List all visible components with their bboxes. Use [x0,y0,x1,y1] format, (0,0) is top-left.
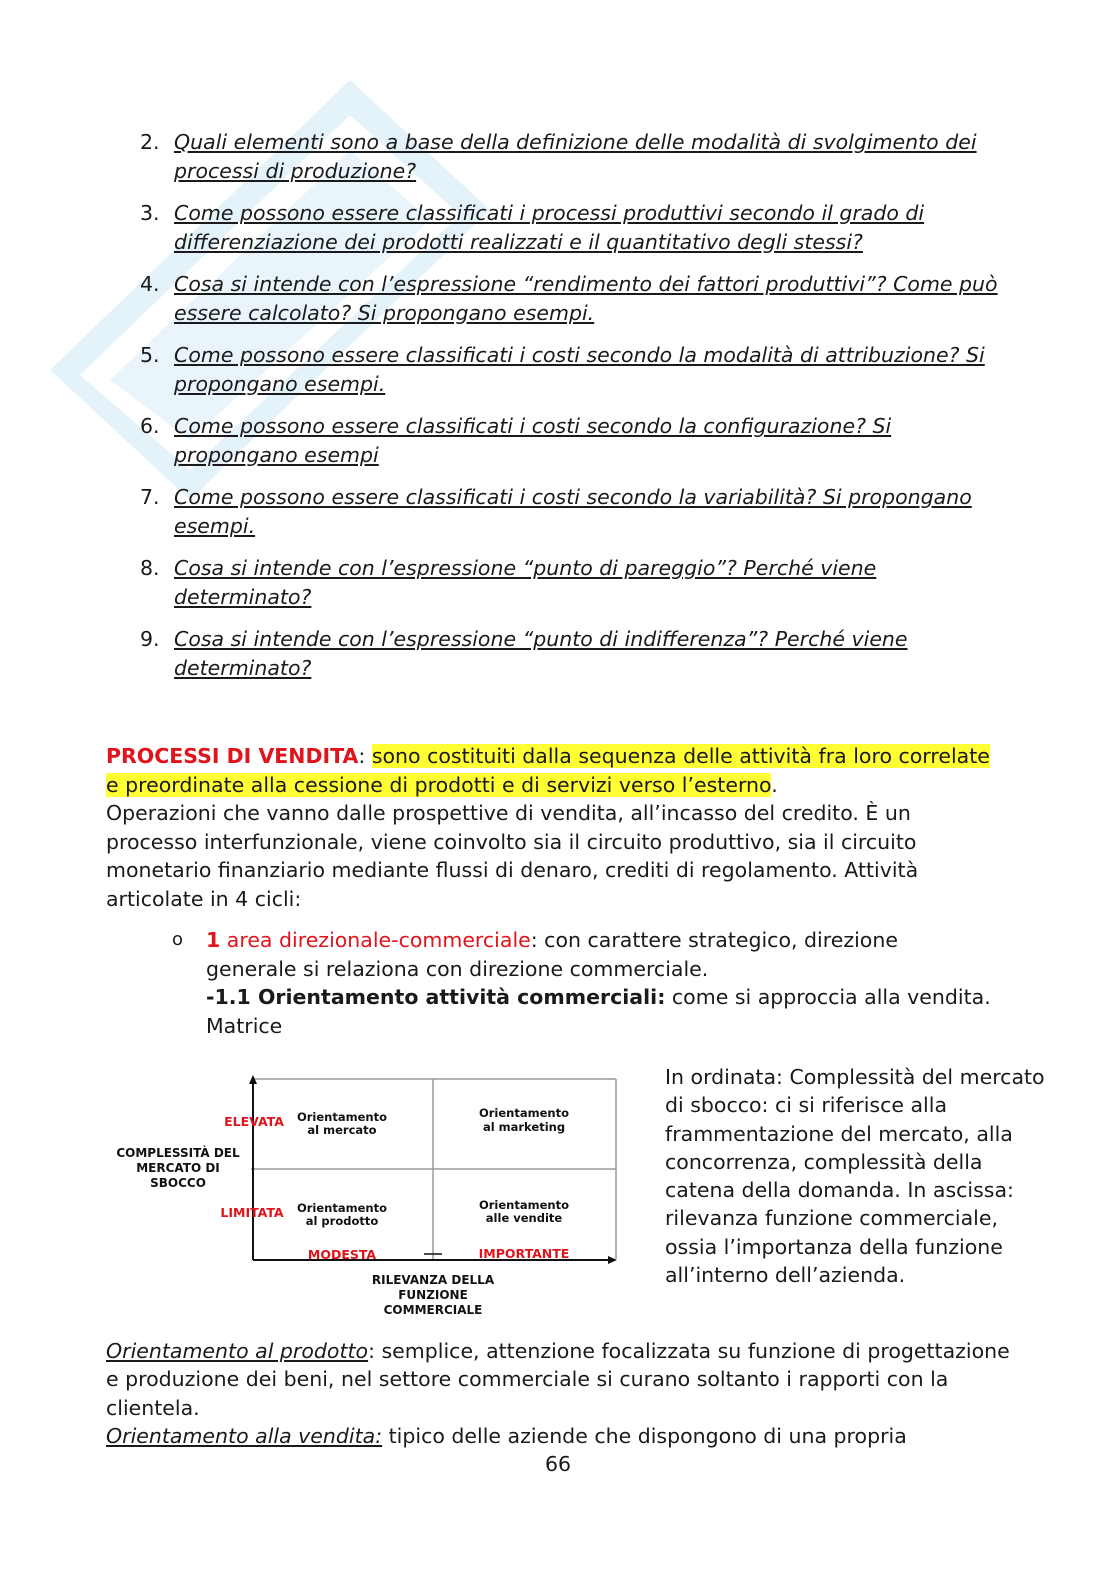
question-number: 2. [140,130,160,154]
question-number: 5. [140,343,160,367]
question-item [140,270,1020,327]
cell-bottom-left: al prodotto [305,1214,379,1228]
question-number: 7. [140,485,160,509]
highlighted-definition: sono costituiti dalla sequenza delle attività fra loro correlate e preordinate alla cessione di prodotti e di servizi verso l’esterno [106,744,990,797]
bullet-number: 1 [206,928,221,952]
question-item [140,483,1020,540]
question-text: Cosa si intende con l’espressione “punto di pareggio”? Perché viene determinato? [174,556,877,609]
cell-top-left: Orientamento [296,1110,388,1124]
question-text: Cosa si intende con l’espressione “punto di indifferenza”? Perché viene determinato? [174,627,908,680]
subsection-title: -1.1 Orientamento attività commerciali: [206,985,666,1009]
bullet-description: : con carattere strategico, direzione generale si relaziona con direzione commerciale. [206,928,898,981]
question-number: 3. [140,201,160,225]
y-axis-label-line: COMPLESSITÀ DEL [116,1146,240,1160]
x-axis-label-line: RILEVANZA DELLA [371,1273,495,1287]
x-axis-label-line: FUNZIONE [398,1288,468,1302]
orientation-matrix-figure [106,1066,626,1321]
y-low-label: LIMITATA [220,1205,284,1220]
section-title: PROCESSI DI VENDITA [106,744,359,768]
question-item [140,625,1020,682]
definition-sales-orientation [106,1422,1016,1450]
cell-top-right: al marketing [482,1120,566,1134]
question-text: Come possono essere classificati i processi produttivi secondo il grado di differenziazione dei prodotti realizzati e il quantitativo degli stessi? [174,201,925,254]
question-text: Come possono essere classificati i costi secondo la modalità di attribuzione? Si propongano esempi. [174,343,985,396]
text-sales-orientation: tipico delle aziende che dispongono di una propria [382,1423,907,1448]
bullet-marker: o [172,929,184,950]
cell-bottom-left: Orientamento [296,1201,388,1215]
bullet-text [206,926,992,1040]
x-axis-label-line: COMMERCIALE [383,1303,483,1317]
bullet-item-area-1 [172,926,992,1040]
question-item [140,128,1020,185]
cell-top-right: Orientamento [478,1106,570,1120]
x-low-label: MODESTA [307,1247,377,1262]
term-product-orientation: Orientamento al prodotto [106,1339,369,1363]
definition-period: . [771,772,778,797]
y-axis-label-line: SBOCCO [150,1176,206,1190]
question-number: 4. [140,272,160,296]
section-definition [106,742,1006,799]
text-product-orientation: : semplice, attenzione focalizzata su funzione di progettazione e produzione dei beni, nel settore commerciale si curano soltanto i rapporti con la clientela. [106,1339,1010,1420]
term-sales-orientation: Orientamento alla vendita: [106,1423,383,1448]
question-item [140,554,1020,611]
page-number: 66 [544,1452,572,1476]
cell-bottom-right: Orientamento [478,1198,570,1212]
question-text: Quali elementi sono a base della definizione delle modalità di svolgimento dei processi di produzione? [174,130,977,183]
cell-bottom-right: alle vendite [485,1211,563,1225]
title-colon: : [358,744,372,768]
subsection-text: come si approccia alla vendita. Matrice [206,985,991,1038]
definition-product-orientation [106,1337,1016,1422]
question-number: 8. [140,556,160,580]
section-body: Operazioni che vanno dalle prospettive di vendita, all’incasso del credito. È un processo interfunzionale, viene coinvolto sia il circuito produttivo, sia il circuito monetario finanziario mediante flussi di denaro, crediti di regolamento. Attività articolate in 4 cicli: [106,801,919,911]
question-item [140,341,1020,398]
cell-top-left: al mercato [307,1123,377,1137]
review-questions-list [140,128,1020,696]
question-text: Come possono essere classificati i costi secondo la variabilità? Si propongano esempi. [174,485,972,538]
question-number: 9. [140,627,160,651]
sales-process-section [106,742,1006,913]
x-high-label: IMPORTANTE [478,1246,570,1261]
orientation-definitions [106,1337,1016,1450]
matrix-explanation: In ordinata: Complessità del mercato di sbocco: ci si riferisce alla frammentazione del mercato, alla concorrenza, complessità della catena della domanda. In ascissa: rilevanza funzione commerciale, ossia l’importanza della funzione all’interno dell’azienda. [665,1065,1045,1288]
question-item [140,412,1020,469]
question-text: Cosa si intende con l’espressione “rendimento dei fattori produttivi”? Come può essere calcolato? Si propongano esempi. [174,272,998,325]
question-item [140,199,1020,256]
bullet-area-name: area direzionale-commerciale [220,928,531,952]
y-axis-label-line: MERCATO DI [136,1161,220,1175]
question-text: Come possono essere classificati i costi secondo la configurazione? Si propongano esempi [174,414,892,467]
y-high-label: ELEVATA [224,1114,284,1129]
question-number: 6. [140,414,160,438]
